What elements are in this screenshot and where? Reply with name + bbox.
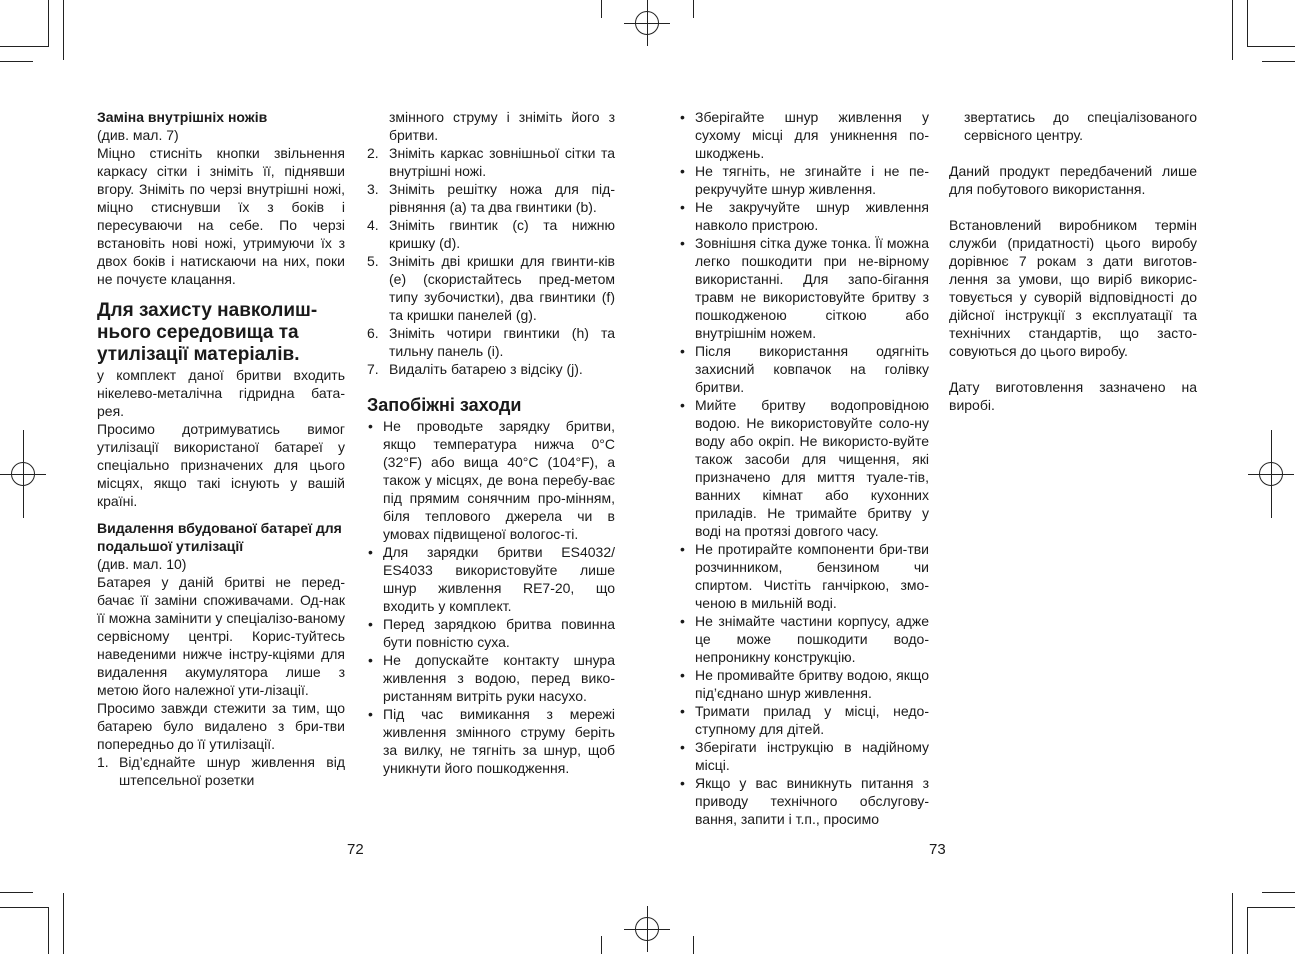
page-number-right: 73 xyxy=(929,841,946,858)
crop-mark xyxy=(0,61,33,62)
paragraph: Встановлений виробником термін служби (придатності) цього виробу дорівнює 7 рокам з дати виготов-лення за умови, що виріб викорис-товується у суворій відповідності до дійсної інструкції з експлуатації та технічних стандартів, що засто-совуються до цього виробу. xyxy=(949,217,1197,359)
list-item: • Під час вимикання з мережі живлення змінного струму беріть за вилку, не тягніть за шнур, щоб уникнути його пошкодження. xyxy=(367,705,615,777)
step-number: 4. xyxy=(367,217,379,233)
registration-mark-left xyxy=(0,451,46,497)
list-item xyxy=(97,753,345,789)
step-number: 1. xyxy=(97,754,109,770)
step-text: Зніміть решітку ножа для під-рівняння (a) та два гвинтики (b). xyxy=(389,181,615,215)
step-text: Видаліть батарею з відсіку (j). xyxy=(389,361,583,377)
section-title-battery-removal: Видалення вбудованої батареї для подальшої утилізації xyxy=(97,520,342,554)
list-item: • Мийте бритву водопровідною водою. Не використовуйте соло-ну воду або окріп. Не використо-вуйте також засоби для чищення, які призначено для миття туале-тів, ванних кімнат або кухонних приладів. Не тримайте бритву у воді на протязі довгого часу. xyxy=(679,396,929,540)
crop-mark xyxy=(48,907,49,954)
list-item: • Якщо у вас виникнуть питання з приводу технічного обслугову-вання, запити і т.п., просимо xyxy=(679,774,929,828)
step-text: Зніміть гвинтик (c) та нижню кришку (d). xyxy=(389,217,615,251)
list-item: • Зберігати інструкцію в надійному місці. xyxy=(679,738,929,774)
crop-mark xyxy=(1262,61,1295,62)
crop-mark xyxy=(0,892,33,893)
removal-steps xyxy=(367,144,615,378)
crop-mark xyxy=(693,936,694,954)
step-continuation: змінного струму і зніміть його з бритви. xyxy=(389,109,615,143)
column-1 xyxy=(97,108,345,789)
crop-mark xyxy=(63,893,64,954)
list-item: • Не допускайте контакту шнура живлення з водою, перед вико-ристанням витріть руки насухо. xyxy=(367,651,615,705)
list-item xyxy=(367,180,615,216)
precautions-list xyxy=(367,417,615,777)
registration-mark-top xyxy=(624,0,670,46)
crop-mark xyxy=(1247,907,1248,954)
crop-mark xyxy=(1247,907,1295,908)
crop-mark xyxy=(601,0,602,18)
column-4 xyxy=(949,108,1197,414)
crop-mark xyxy=(1262,892,1295,893)
paragraph: Міцно стисніть кнопки звільнення каркасу сітки і зніміть її, піднявши вгору. Зніміть по черзі внутрішні ножі, міцно стиснувши їх з боків і пересуваючи на себе. По черзі встановіть нові ножі, утримуючи їх з двох боків і натискаючи на них, поки не почуєте клацання. xyxy=(97,145,345,287)
step-number: 6. xyxy=(367,325,379,341)
list-item: • Не проводьте зарядку бритви, якщо температура нижча 0°C (32°F) або вища 40°C (104°F), а також у місцях, де вона перебу-ває під прямим сонячним про-мінням, біля теплового джерела чи в умовах підвищеної вологос-ті. xyxy=(367,417,615,543)
figure-reference: (див. мал. 10) xyxy=(97,556,187,572)
column-3 xyxy=(679,108,929,828)
step-text: Зніміть дві кришки для гвинти-ків (e) (скористайтесь пред-метом типу зубочистки), два гвинтики (f) та кришки панелей (g). xyxy=(389,253,615,323)
list-item: • Зберігайте шнур живлення у сухому місці для уникнення по-шкоджень. xyxy=(679,108,929,162)
list-item xyxy=(367,324,615,360)
step-text: Від’єднайте шнур живлення від штепсельної розетки xyxy=(119,754,345,788)
crop-mark xyxy=(48,0,49,47)
section-title-environment: Для захисту навколиш-нього середовища та утилізації матеріалів. xyxy=(97,300,318,365)
crop-mark xyxy=(1247,46,1295,47)
paragraph: у комплект даної бритви входить нікелево-металічна гідридна бата-рея. xyxy=(97,367,345,419)
section-title-blade-replacement: Заміна внутрішніх ножів xyxy=(97,109,268,125)
step-number: 5. xyxy=(367,253,379,269)
precautions-list xyxy=(679,108,929,828)
paragraph: Батарея у даній бритві не перед-бачає її заміни споживачами. Од-нак її можна замінити у спеціалізо-ваному сервісному центрі. Корис-туйтесь наведеними нижче інстру-кціями для видалення акумулятора лише з метою його належної ути-лізації. xyxy=(97,574,345,698)
list-item: • Не знімайте частини корпусу, адже це може пошкодити водо-непроникну конструкцію. xyxy=(679,612,929,666)
step-number: 7. xyxy=(367,361,379,377)
registration-mark-right xyxy=(1248,451,1294,497)
paragraph: Даний продукт передбачений лише для побутового використання. xyxy=(949,163,1197,197)
list-item: • Тримати прилад у місці, недо-ступному для дітей. xyxy=(679,702,929,738)
removal-steps xyxy=(97,753,345,789)
paragraph: Просимо дотримуватись вимог утилізації використаної батареї у спеціально призначених для цього місцях, якщо такі існують у вашій країні. xyxy=(97,421,345,509)
crop-mark xyxy=(0,907,48,908)
list-item: • Не закручуйте шнур живлення навколо пристрою. xyxy=(679,198,929,234)
step-number: 3. xyxy=(367,181,379,197)
crop-mark xyxy=(601,936,602,954)
registration-mark-bottom xyxy=(624,906,670,952)
list-item: • Не промивайте бритву водою, якщо під’єднано шнур живлення. xyxy=(679,666,929,702)
step-text: Зніміть каркас зовнішньої сітки та внутрішні ножі. xyxy=(389,145,615,179)
paragraph: Просимо завжди стежити за тим, що батарею було видалено з бри-тви попередньо до її утилізації. xyxy=(97,700,345,752)
list-item: • Не протирайте компоненти бри-тви розчинником, бензином чи спиртом. Чистіть ганчіркою, змо-ченою в мильній воді. xyxy=(679,540,929,612)
crop-mark xyxy=(1232,0,1233,60)
figure-reference: (див. мал. 7) xyxy=(97,127,179,143)
list-item xyxy=(367,360,615,378)
column-2 xyxy=(367,108,615,777)
crop-mark xyxy=(1247,0,1248,47)
list-item: • Не тягніть, не згинайте і не пе-рекручуйте шнур живлення. xyxy=(679,162,929,198)
crop-mark xyxy=(63,0,64,60)
paragraph: Дату виготовлення зазначено на виробі. xyxy=(949,379,1197,413)
list-item xyxy=(367,216,615,252)
crop-mark xyxy=(0,46,48,47)
list-item: • Перед зарядкою бритва повинна бути повністю суха. xyxy=(367,615,615,651)
step-text: Зніміть чотири гвинтики (h) та тильну панель (i). xyxy=(389,325,615,359)
list-item xyxy=(367,252,615,324)
page-number-left: 72 xyxy=(347,841,364,858)
crop-mark xyxy=(693,0,694,18)
crop-mark xyxy=(1232,893,1233,954)
list-item xyxy=(367,144,615,180)
section-title-precautions: Запобіжні заходи xyxy=(367,395,522,415)
list-item: • Зовнішня сітка дуже тонка. Її можна легко пошкодити при не-вірному використанні. Для запо-бігання травм не використовуйте бритву з пошкодженою сіткою або внутрішнім ножем. xyxy=(679,234,929,342)
list-item-continuation: звертатись до спеціалізованого сервісного центру. xyxy=(964,109,1197,143)
step-number: 2. xyxy=(367,145,379,161)
list-item: • Після використання одягніть захисний ковпачок на голівку бритви. xyxy=(679,342,929,396)
list-item: • Для зарядки бритви ES4032/ ES4033 використовуйте лише шнур живлення RE7-20, що входить у комплект. xyxy=(367,543,615,615)
